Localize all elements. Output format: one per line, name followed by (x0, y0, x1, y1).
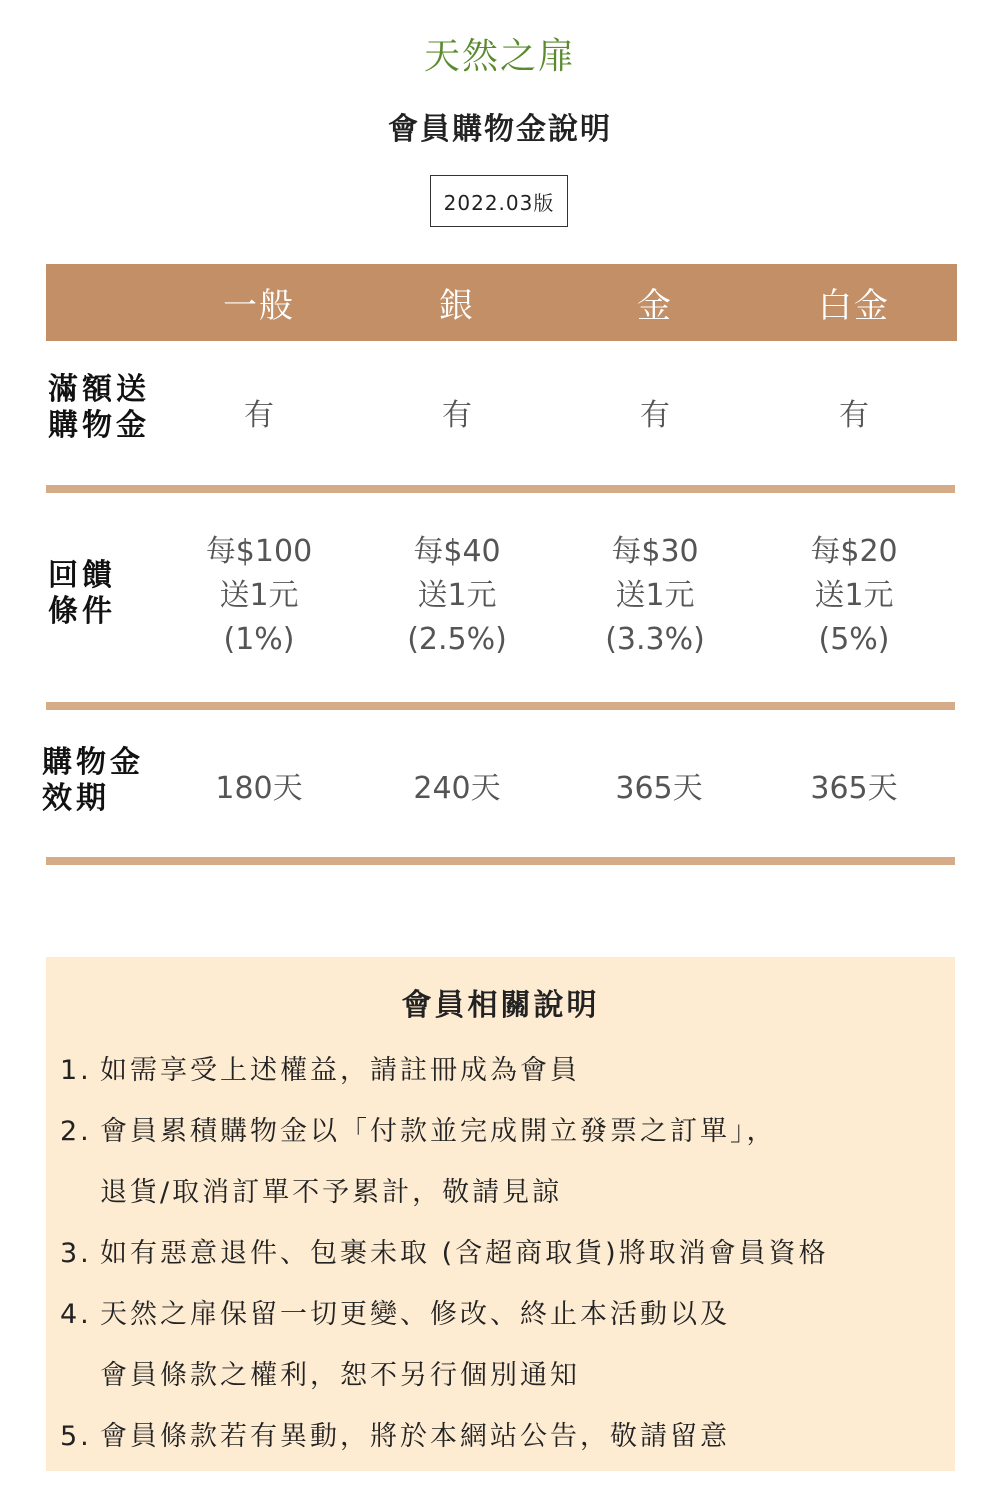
page-title: 會員購物金說明 (388, 112, 612, 147)
cell-bonus-silver: 有 (442, 398, 472, 433)
note-item: 4. 天然之扉保留一切更變、修改、終止本活動以及 (60, 1299, 730, 1330)
cell-reward-gold: 每$30 送1元 (3.3%) (605, 534, 705, 657)
row-divider (46, 485, 955, 493)
brand-logo: 天然之扉 (423, 36, 576, 77)
cell-bonus-gold: 有 (640, 398, 670, 433)
cell-reward-general: 每$100 送1元 (1%) (205, 534, 313, 657)
version-badge: 2022.03版 (430, 175, 568, 227)
note-item: 3. 如有惡意退件、包裹未取 (含超商取貨)將取消會員資格 (60, 1238, 829, 1269)
tier-header-gold: 金 (637, 286, 673, 326)
cell-validity-silver: 240天 (413, 771, 501, 806)
cell-reward-silver: 每$40 送1元 (2.5%) (407, 534, 507, 657)
row-label-validity: 購物金 效期 (42, 745, 144, 816)
cell-validity-gold: 365天 (615, 771, 703, 806)
note-item-continued: 會員條款之權利，恕不另行個別通知 (100, 1360, 580, 1391)
row-divider (46, 702, 955, 710)
row-label-reward: 回饋 條件 (48, 558, 116, 629)
cell-bonus-general: 有 (244, 398, 274, 433)
cell-validity-general: 180天 (215, 771, 303, 806)
cell-reward-platinum: 每$20 送1元 (5%) (810, 534, 898, 657)
row-label-bonus: 滿額送 購物金 (48, 372, 150, 443)
note-item: 2. 會員累積購物金以「付款並完成開立發票之訂單」， (60, 1116, 777, 1147)
note-item: 1. 如需享受上述權益，請註冊成為會員 (60, 1055, 580, 1086)
row-divider (46, 857, 955, 865)
note-item-continued: 退貨/取消訂單不予累計，敬請見諒 (100, 1177, 563, 1208)
notes-panel (46, 957, 955, 1471)
tier-header-silver: 銀 (439, 286, 475, 326)
cell-validity-platinum: 365天 (810, 771, 898, 806)
note-item: 5. 會員條款若有異動，將於本網站公告，敬請留意 (60, 1421, 730, 1452)
tier-header-general: 一般 (223, 286, 295, 326)
tier-header-platinum: 白金 (818, 286, 890, 326)
notes-title: 會員相關說明 (401, 988, 600, 1023)
cell-bonus-platinum: 有 (839, 398, 869, 433)
